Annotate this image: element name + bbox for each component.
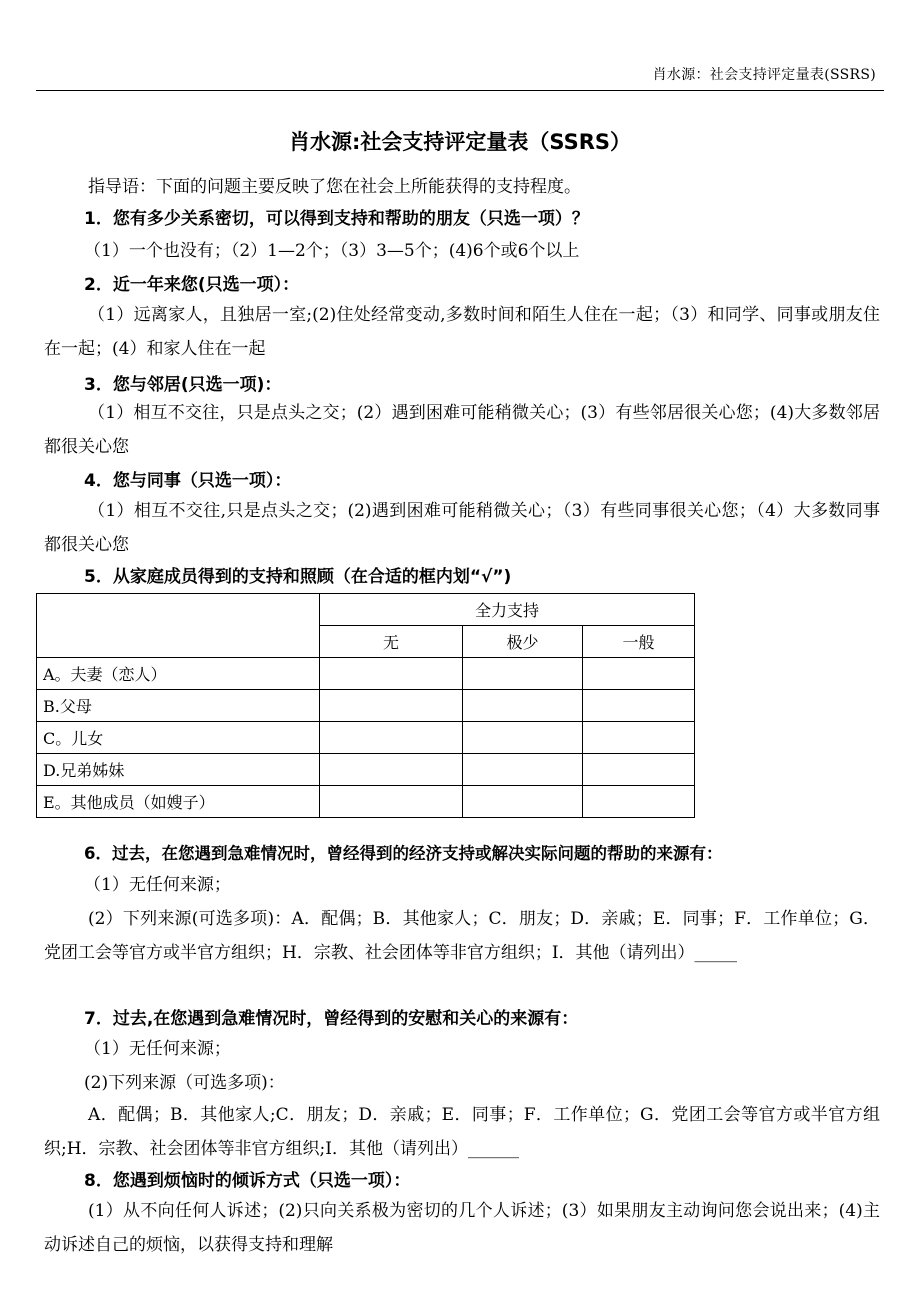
- row-label: A。夫妻（恋人）: [37, 658, 320, 690]
- question-3-options: （1）相互不交往，只是点头之交；(2）遇到困难可能稍微关心；(3）有些邻居很关心您；(4)大多数邻居都很关心您: [44, 403, 880, 457]
- checkbox-cell[interactable]: [463, 754, 583, 786]
- table-row: [37, 754, 695, 786]
- checkbox-cell[interactable]: [583, 754, 695, 786]
- page-title: 肖水源:社会支持评定量表（SSRS）: [289, 130, 631, 154]
- table-row: [37, 722, 695, 754]
- row-label: D.兄弟姊妹: [37, 754, 320, 786]
- question-7-option-2-detail: A．配偶；B．其他家人;C．朋友；D．亲戚；E．同事；F．工作单位；G．党团工会等官方或半官方组织;H．宗教、社会团体等非官方组织;I．其他（请列出）______: [44, 1105, 880, 1159]
- question-7-option-2: (2)下列来源（可选多项)：: [84, 1073, 285, 1093]
- question-8: 8．您遇到烦恼时的倾诉方式（只选一项）：: [84, 1171, 411, 1191]
- question-6-option-2: (2）下列来源(可选多项)：A．配偶；B．其他家人；C．朋友；D．亲戚；E．同事；F．工作单位；G．党团工会等官方或半官方组织；H．宗教、社会团体等非官方组织；I．其他（请列出）_____: [44, 909, 880, 963]
- table-row: [37, 690, 695, 722]
- question-5: 5．从家庭成员得到的支持和照顾（在合适的框内划“√”): [84, 567, 512, 587]
- question-1-options: （1）一个也没有；（2）1—2个；（3）3—5个；(4)6个或6个以上: [84, 241, 580, 261]
- question-1: 1．您有多少关系密切，可以得到支持和帮助的朋友（只选一项）？: [84, 209, 589, 229]
- question-2-options: （1）远离家人，且独居一室;(2)住处经常变动,多数时间和陌生人住在一起；（3）和同学、同事或朋友住在一起；(4）和家人住在一起: [44, 305, 880, 359]
- question-7-option-1: （1）无任何来源；: [84, 1039, 231, 1059]
- family-support-table: [36, 593, 695, 818]
- table-col-rarely: 极少: [463, 626, 583, 658]
- question-4: 4．您与同事（只选一项）：: [84, 471, 292, 491]
- table-col-none: 无: [320, 626, 463, 658]
- checkbox-cell[interactable]: [320, 722, 463, 754]
- checkbox-cell[interactable]: [320, 786, 463, 818]
- page-header: 肖水源：社会支持评定量表(SSRS): [652, 67, 876, 83]
- table-row: [37, 658, 695, 690]
- question-6-option-1: （1）无任何来源；: [84, 875, 231, 895]
- table-corner-cell: [37, 594, 320, 658]
- row-label: B.父母: [37, 690, 320, 722]
- header-divider: [36, 90, 884, 91]
- question-2: 2．近一年来您(只选一项）：: [84, 275, 300, 295]
- checkbox-cell[interactable]: [463, 722, 583, 754]
- table-col-average: 一般: [583, 626, 695, 658]
- checkbox-cell[interactable]: [583, 786, 695, 818]
- checkbox-cell[interactable]: [583, 722, 695, 754]
- checkbox-cell[interactable]: [583, 690, 695, 722]
- table-row: [37, 786, 695, 818]
- checkbox-cell[interactable]: [463, 690, 583, 722]
- question-4-options: （1）相互不交往,只是点头之交；(2)遇到困难可能稍微关心；（3）有些同事很关心您；（4）大多数同事都很关心您: [44, 501, 880, 555]
- question-6: 6．过去，在您遇到急难情况时，曾经得到的经济支持或解决实际问题的帮助的来源有：: [84, 844, 723, 863]
- table-group-header: 全力支持: [320, 594, 695, 626]
- checkbox-cell[interactable]: [583, 658, 695, 690]
- checkbox-cell[interactable]: [463, 786, 583, 818]
- question-8-options: (1）从不向任何人诉述；(2)只向关系极为密切的几个人诉述；(3）如果朋友主动询问您会说出来；(4)主动诉述自己的烦恼，以获得支持和理解: [44, 1201, 880, 1255]
- question-3: 3．您与邻居(只选一项)：: [84, 375, 282, 395]
- checkbox-cell[interactable]: [320, 690, 463, 722]
- instruction-text: 指导语：下面的问题主要反映了您在社会上所能获得的支持程度。: [88, 177, 581, 197]
- question-7: 7．过去,在您遇到急难情况时，曾经得到的安慰和关心的来源有：: [84, 1009, 579, 1029]
- checkbox-cell[interactable]: [320, 754, 463, 786]
- row-label: E。其他成员（如嫂子）: [37, 786, 320, 818]
- row-label: C。儿女: [37, 722, 320, 754]
- checkbox-cell[interactable]: [320, 658, 463, 690]
- checkbox-cell[interactable]: [463, 658, 583, 690]
